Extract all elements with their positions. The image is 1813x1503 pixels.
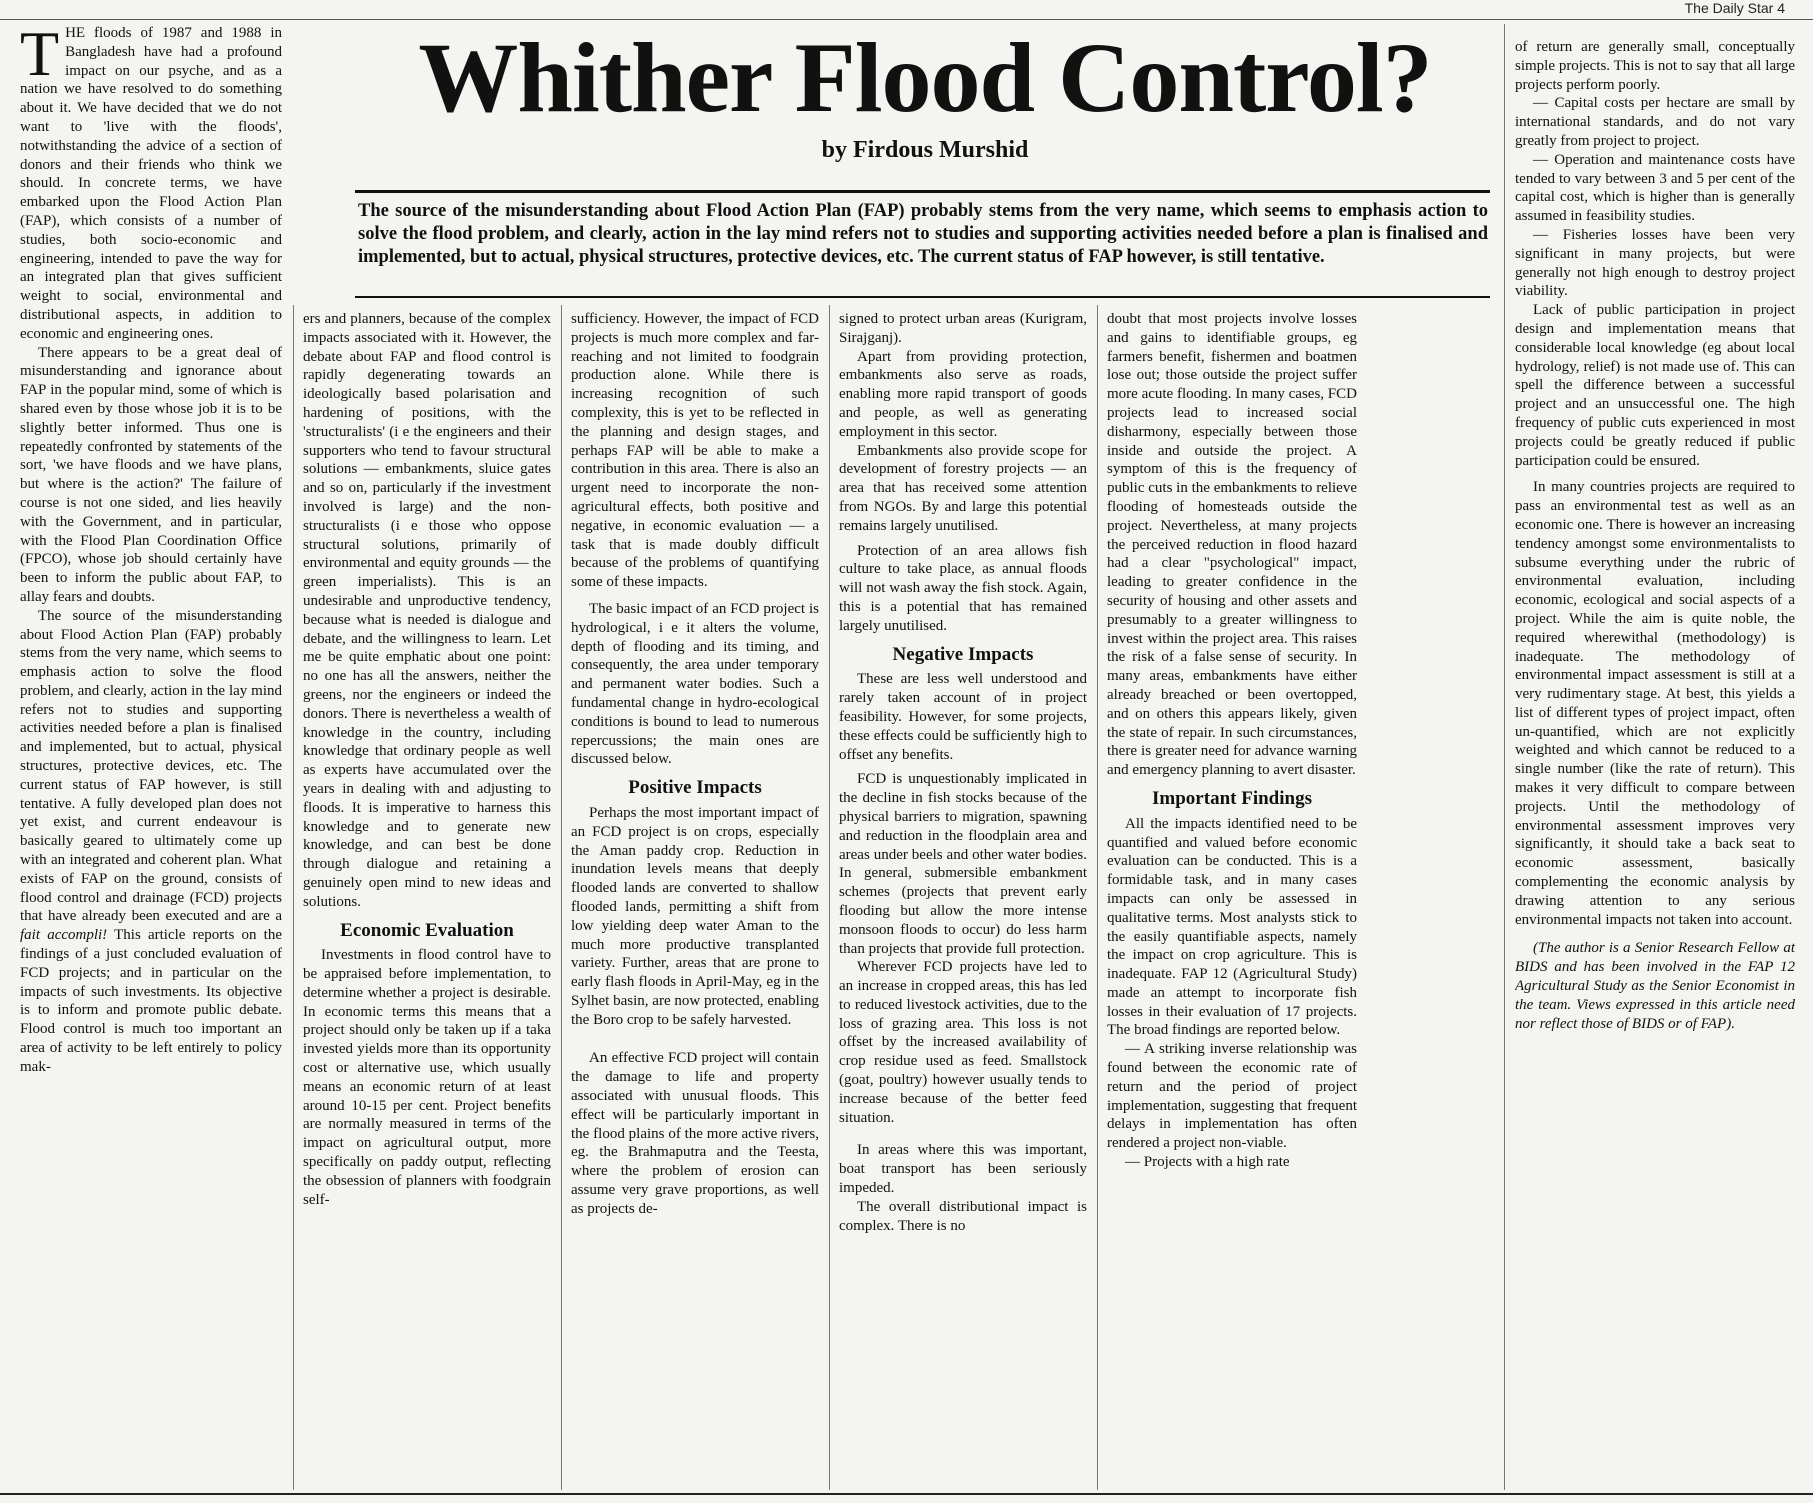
author-note: (The author is a Senior Research Fellow at BIDS and has been involved in the FAP 12 Agricultural Study as the Senior Economist in the team. Views expressed in this article need nor reflect those of BIDS or of FAP).	[1515, 940, 1795, 1032]
col4-para-6: FCD is unquestionably implicated in the decline in fish stocks because of the physical barriers to migration, spawning and reduction in the floodplain area and areas under beels and other water bodies. In general, submersible embankment schemes (projects that prevent early flooding but allow the more intense monsoon floods to occur) do less harm than projects that provide full protection.	[839, 771, 1087, 957]
col5-para-1: doubt that most projects involve losses and gains to identifiable groups, eg farmers benefit, fishermen and boatmen lose out; those outside the project suffer more acute flooding. In many cases, FCD projects lead to increased social disharmony, especially between those inside and outside the project. A symptom of this is the frequency of public cuts in the embankments to relieve flooding of homesteads outside the project. Nevertheless, at many projects the perceived reduction in flood hazard had a clear "psychological" impact, leading to greater confidence in the security of housing and other assets and presumably to a greater willingness to invest within the project area. This raises the risk of a false sense of security. In many areas, embankments have either already breached or been overtopped, and on others this appears likely, given the state of repair. In such circumstances, there is greater need for advance warning and emergency planning to avert disaster.	[1107, 311, 1357, 779]
col3-para-4: An effective FCD project will contain the damage to life and property associated with unusual floods. This effect will be particularly important in the flood plains of the more active rivers, eg. the Brahmaputra and the Teesta, where the problem of erosion can assume very grave proportions, as well as projects de-	[571, 1050, 819, 1217]
col4-para-2: Apart from providing protection, embankments also serve as roads, enabling more rapid transport of goods and people, as well as generating employment in this sector.	[839, 348, 1087, 440]
heading-positive-impacts: Positive Impacts	[628, 777, 762, 799]
deck-rule-bottom	[355, 296, 1490, 298]
col1-para-1-text: HE floods of 1987 and 1988 in Bangladesh have had a profound impact on our psyche, and as a nation we have resolved to do something about it. We have decided that we do not want to 'live with the floods', notwithstanding the advice of a section of donors and their friends who think we should. In concrete terms, we have embarked upon the Flood Action Plan (FAP), which consists of a number of studies, both socio-economic and engineering, intended to pave the way for an integrated plan that gives sufficient weight to social, environmental and distributional aspects, in addition to economic and engineering ones.	[20, 25, 282, 342]
deck: The source of the misunderstanding about Flood Action Plan (FAP) probably stems from the very name, which seems to emphasis action to solve the flood problem, and clearly, action in the lay mind refers not to studies and supporting activities needed before a plan is finalised and implemented, but to actual, physical structures, protective devices, etc. The current status of FAP however, is still tentative.	[358, 201, 1488, 267]
column-4	[839, 310, 1087, 1492]
column-3	[571, 310, 819, 1492]
col6-para-2: — Capital costs per hectare are small by international standards, and do not vary greatly from project to project.	[1515, 95, 1795, 149]
column-divider-1	[293, 305, 294, 1490]
drop-cap: T	[20, 24, 60, 89]
col4-para-5: These are less well understood and rarely taken account of in project feasibility. However, for some projects, these effects could be sufficiently high to offset any benefits.	[839, 671, 1087, 763]
col1-para-3-text: The source of the misunderstanding about Flood Action Plan (FAP) probably stems from the very name, which seems to emphasis action to solve the flood problem, and clearly, action in the lay mind refers not to studies and supporting activities needed before a plan is finalised and implemented, but to actual, physical structures, protective devices, etc. The current status of FAP however, is still tentative. A fully developed plan does not yet exist, and current endeavour is basically geared to ultimately come up with an integrated and coherent plan. What exists of FAP on the ground, consists of flood control and drainage (FCD) projects that have already been executed and are a	[20, 607, 282, 925]
column-2	[303, 310, 551, 1492]
col5-para-4: — Projects with a high rate	[1125, 1154, 1290, 1171]
col4-para-7: Wherever FCD projects have led to an increase in cropped areas, this has led to reduced livestock activities, due to the loss of grazing area. This loss is not offset by the increased availability of crop residue used as feed. Smallstock (goat, poultry) however usually tends to increase because of the better feed situation.	[839, 959, 1087, 1126]
col1-para-3b-text: This article reports on the findings of a just concluded evaluation of FCD projects; and in particular on the impacts of such investments. Its objective is to inform and promote public debate. Flood control is much too important an area of activity to be left entirely to policy mak-	[20, 927, 282, 1075]
col2-para-2: Investments in flood control have to be appraised before implementation, to determine whether a project is desirable. In economic terms this means that a project should only be taken up if a taka invested yields more than its opportunity cost or alternative use, which usually means an economic return of at least around 10-15 per cent. Project benefits are normally measured in terms of the impact on agricultural output, more specifically on paddy output, reflecting the obsession of planners with foodgrain self-	[303, 947, 551, 1208]
column-5	[1107, 310, 1357, 1492]
page-label: The Daily Star 4	[1684, 0, 1785, 16]
col4-para-8: In areas where this was important, boat transport has been seriously impeded.	[839, 1142, 1087, 1197]
col6-para-3: — Operation and maintenance costs have tended to vary between 3 and 5 per cent of the capital cost, which is higher than is generally assumed in feasibility studies.	[1515, 151, 1795, 225]
col6-para-4: — Fisheries losses have been very significant in many projects, but were generally not high enough to destroy project viability.	[1515, 226, 1795, 300]
col1-para-3	[20, 607, 282, 1077]
col2-para-1: ers and planners, because of the complex impacts associated with it. However, the debate about FAP and flood control is rapidly degenerating towards an ideologically based polarisation and hardening of positions, with the 'structuralists' (i e the engineers and their supporters who tend to favour structural solutions — embankments, sluice gates and so on, particularly if the investment involved is large) and the non-structuralists (i e those who oppose structural solutions, primarily of environmental and equity grounds — the green imperialists). This is an undesirable and unproductive tendency, because what is needed is dialogue and debate, and the willingness to learn. Let me be quite emphatic about one point: no one has all the answers, neither the greens, nor the engineers or indeed the donors. There is nevertheless a wealth of knowledge in the country, including knowledge that ordinary people as well as experts have accumulated over the years in dealing with and adjusting to floods. It is imperative to harness this knowledge and to generate new knowledge, and can best be done through dialogue and retaining a genuinely open mind to new ideas and solutions.	[303, 311, 551, 910]
col3-para-2: The basic impact of an FCD project is hydrological, i e it alters the volume, depth of flooding and its timing, and consequently, the area under temporary and permanent water bodies. Such a fundamental change in hydro-ecological conditions is bound to lead to numerous repercussions; the main ones are discussed below.	[571, 600, 819, 768]
column-divider-4	[1097, 305, 1098, 1490]
column-6	[1515, 38, 1795, 1492]
col6-para-5: Lack of public participation in project design and implementation means that considerable local knowledge (eg about local hydrology, relief) is not made use of. This can spell the difference between a successful project and an unsuccessful one. The high frequency of public cuts experienced in most projects could be greatly reduced if public participation could be ensured.	[1515, 302, 1795, 469]
col6-para-1: of return are generally small, conceptually simple projects. This is not to say that all large projects perform poorly.	[1515, 39, 1795, 93]
col1-para-3-italic: fait accompli!	[20, 927, 108, 944]
column-divider-5	[1504, 24, 1505, 1490]
col1-para-2: There appears to be a great deal of misunderstanding and ignorance about FAP in the popular mind, some of which is shared even by those whose job it is to be slightly better informed. Thus one is repeatedly confronted by statements of the sort, 'we have floods and we have plans, but where is the action?' The failure of course is not one sided, and lies heavily with the Government, and in particular, with the Flood Plan Coordination Office (FPCO), whose job should certainly have been to inform the public about FAP, to allay fears and doubts.	[20, 344, 282, 605]
bottom-rule	[0, 1493, 1813, 1495]
headline: Whither Flood Control?	[418, 22, 1432, 133]
heading-economic-evaluation: Economic Evaluation	[340, 919, 514, 941]
heading-negative-impacts: Negative Impacts	[892, 643, 1034, 665]
col4-para-4: Protection of an area allows fish culture to take place, as annual floods will not wash away the fish stock. Again, this is a potential that has remained largely unutilised.	[839, 542, 1087, 634]
col3-para-1: sufficiency. However, the impact of FCD projects is much more complex and far-reaching and not limited to foodgrain production alone. While there is increasing recognition of such complexity, this is yet to be reflected in the planning and design stages, and perhaps FAP will be able to make a contribution in this area. There is also an urgent need to incorporate the non-agricultural effects, both positive and negative, in economic evaluation — a task that is made doubly difficult because of the problems of quantifying some of these impacts.	[571, 311, 819, 591]
col4-para-3: Embankments also provide scope for development of forestry projects — an area that has received some attention from NGOs. By and large this potential remains largely unutilised.	[839, 442, 1087, 534]
column-divider-3	[829, 305, 830, 1490]
col6-para-6: In many countries projects are required to pass an environmental test as well as an economic one. There is however an increasing tendency amongst some environmentalists to subsume everything under the rubric of environmental evaluation, including economic, ecological and social aspects of a project. While the aim is quite noble, the required wherewithal (methodology) is inadequate. The methodology of environmental impact assessment is still at a very rudimentary stage. At best, this yields a list of different types of project impact, often un-quantified, which are not explicitly weighted and which cannot be reduced to a single number (like the rate of return). This makes it very difficult to compare between projects. Until the methodology of environmental assessment improves very significantly, it should take a back seat to economic assessment, basically complementing the economic analysis by drawing attention to any serious environmental impacts not taken into account.	[1515, 479, 1795, 928]
col5-para-2: All the impacts identified need to be quantified and valued before economic evaluation can be conducted. This is a formidable task, and in many cases impacts can only be assessed in qualitative terms. Most analysts stick to the easily quantifiable aspects, namely the impact on crop agriculture. This is inadequate. FAP 12 (Agricultural Study) made an attempt to incorporate fish losses in their evaluation of 17 projects. The broad findings are reported below.	[1107, 815, 1357, 1039]
deck-rule-top	[355, 190, 1490, 193]
top-rule	[0, 19, 1813, 20]
column-divider-2	[561, 305, 562, 1490]
col4-para-9: The overall distributional impact is complex. There is no	[839, 1198, 1087, 1234]
col5-para-3: — A striking inverse relationship was found between the economic rate of return and the period of project implementation, suggesting that frequent delays in implementation has often rendered a project non-viable.	[1107, 1041, 1357, 1152]
col1-para-1	[20, 24, 282, 344]
byline: by Firdous Murshid	[821, 137, 1029, 163]
col4-para-1: signed to protect urban areas (Kurigram, Sirajganj).	[839, 311, 1087, 346]
heading-important-findings: Important Findings	[1152, 787, 1312, 809]
column-1	[20, 24, 282, 1492]
col3-para-3: Perhaps the most important impact of an FCD project is on crops, especially the Aman paddy crop. Reduction in inundation levels means that deeply flooded lands are converted to shallow flooded lands, permitting a shift from low yielding deep water Aman to the much more productive transplanted variety. Further, areas that are prone to early flash floods in April-May, eg in the Sylhet basin, are now protected, enabling the Boro crop to be safely harvested.	[571, 804, 819, 1028]
